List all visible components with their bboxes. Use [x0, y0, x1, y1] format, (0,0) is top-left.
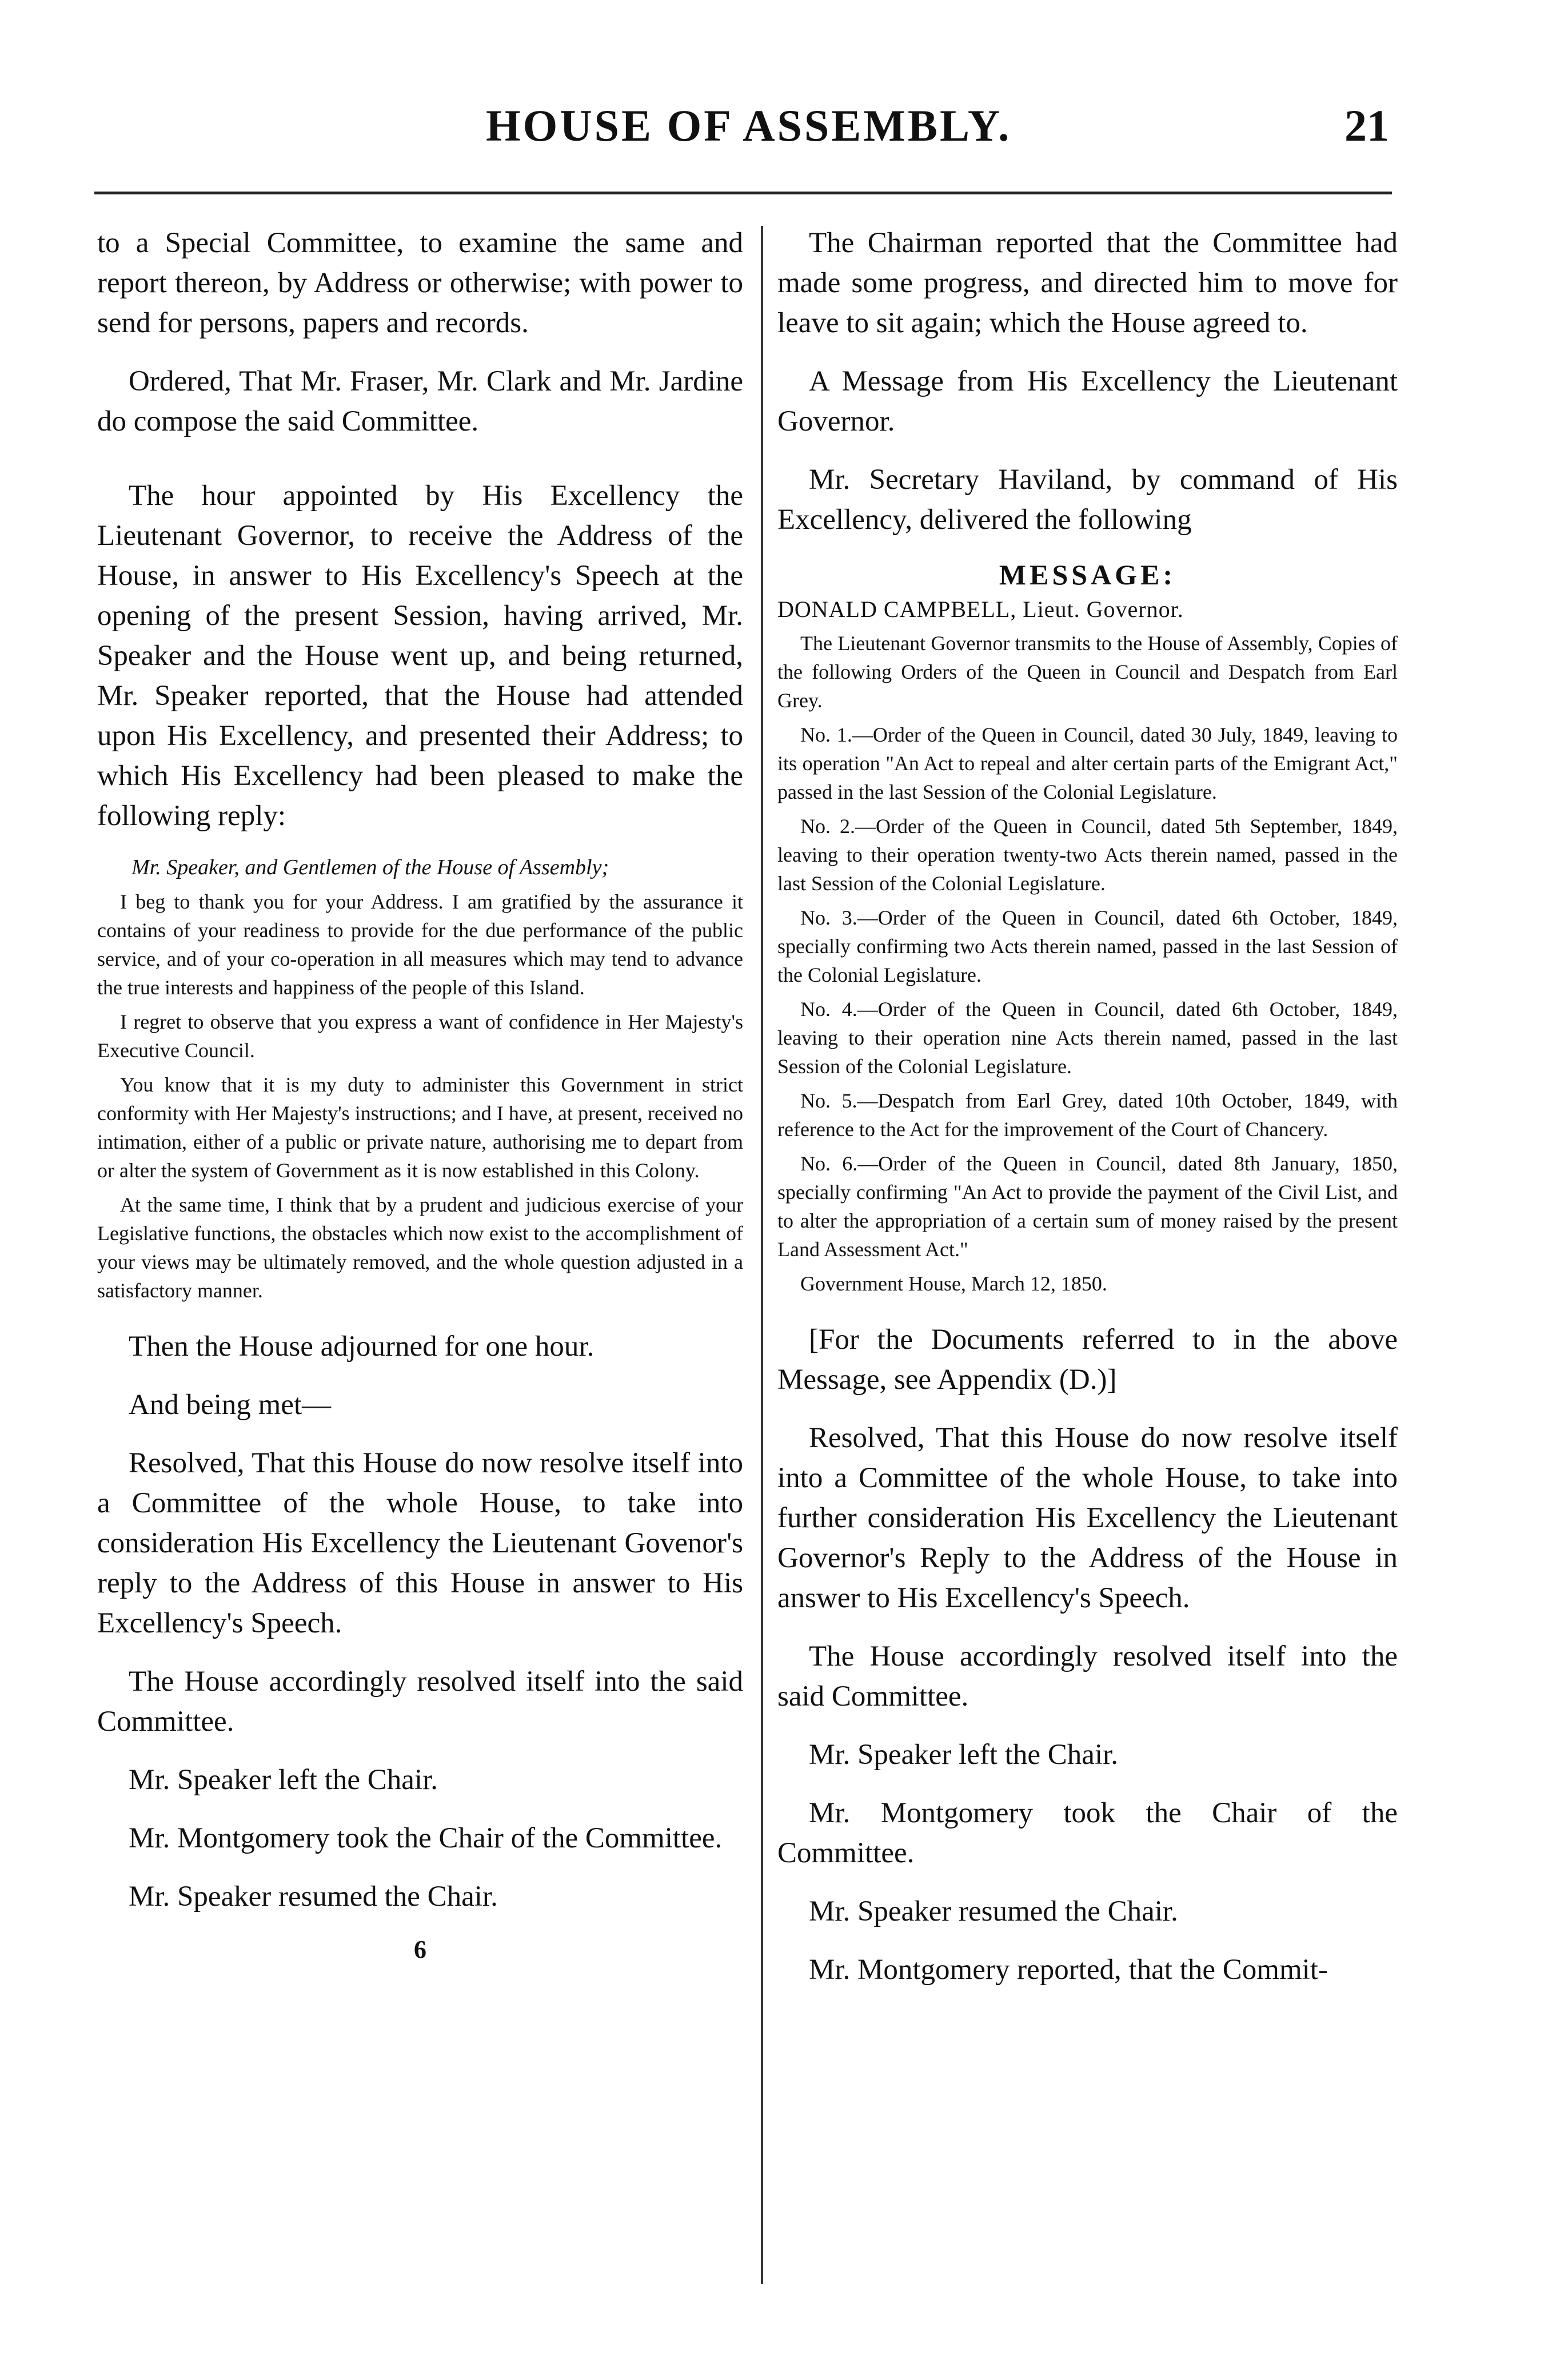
message-paragraph: The Lieutenant Governor transmits to the House of Assembly, Copies of the following Orders of the Queen in Council and Despatch from Earl Grey. — [777, 632, 1398, 712]
paragraph: The hour appointed by His Excellency the Lieutenant Governor, to receive the Address of the House, in answer to His Excellency's Speech at the opening of the present Session, having arrived, Mr. Speaker and the House went up, and being returned, Mr. Speaker reported, that the House had attended upon His Excellency, and presented their Address; to which His Excellency had been pleased to make the following reply: — [97, 480, 743, 832]
paragraph: Ordered, That Mr. Fraser, Mr. Clark and Mr. Jardine do compose the said Committee. — [97, 365, 743, 437]
paragraph: The House accordingly resolved itself into the said Committee. — [97, 1666, 743, 1738]
column-divider — [761, 226, 763, 2284]
paragraph: Mr. Speaker left the Chair. — [809, 1739, 1119, 1771]
message-paragraph: No. 2.—Order of the Queen in Council, dated 5th September, 1849, leaving to their operation twenty-two Acts therein named, passed in the last Session of the Colonial Legislature. — [777, 815, 1398, 895]
paragraph: The House accordingly resolved itself into the said Committee. — [777, 1640, 1398, 1712]
signature-mark: 6 — [414, 1935, 426, 1963]
message-paragraph: No. 6.—Order of the Queen in Council, dated 8th January, 1850, specially confirming "An Act to provide the payment of the Civil List, and to alter the appropriation of a certain sum of money raised by the present Land Assessment Act." — [777, 1152, 1398, 1261]
page-number: 21 — [1344, 101, 1389, 150]
paragraph: Mr. Speaker resumed the Chair. — [809, 1895, 1178, 1927]
left-column — [97, 223, 743, 1964]
message-paragraph: No. 3.—Order of the Queen in Council, dated 6th October, 1849, specially confirming two Acts therein named, passed in the last Session of the Colonial Legislature. — [777, 906, 1398, 986]
paragraph: And being met— — [129, 1389, 332, 1421]
message-paragraph: No. 4.—Order of the Queen in Council, dated 6th October, 1849, leaving to their operation nine Acts therein named, passed in the last Session of the Colonial Legislature. — [777, 998, 1398, 1078]
resolution: Resolved, That this House do now resolve itself into a Committee of the whole House, to take into further consideration His Excellency the Lieutenant Governor's Reply to the Address of the House in answer to His Excellency's Speech. — [777, 1422, 1398, 1614]
paragraph: A Message from His Excellency the Lieutenant Governor. — [777, 365, 1398, 437]
paragraph: Mr. Montgomery took the Chair of the Committee. — [129, 1822, 723, 1854]
message-paragraph: No. 5.—Despatch from Earl Grey, dated 10th October, 1849, with reference to the Act for the improvement of the Court of Chancery. — [777, 1089, 1398, 1141]
resolution: Resolved, That this House do now resolve itself into a Committee of the whole House, to take into consideration His Excellency the Lieutenant Govenor's reply to the Address of this House in answer to His Excellency's Speech. — [97, 1447, 743, 1639]
paragraph: to a Special Committee, to examine the same and report thereon, by Address or otherwise; with power to send for persons, papers and records. — [97, 227, 743, 339]
reply-paragraph: I beg to thank you for your Address. I am gratified by the assurance it contains of your readiness to provide for the due performance of the public service, and of your co-operation in all measures which may tend to advance the true interests and happiness of the people of this Island. — [97, 890, 743, 999]
paragraph: Mr. Secretary Haviland, by command of His Excellency, delivered the following — [777, 464, 1398, 536]
header-rule — [94, 192, 1392, 194]
message-signatory: DONALD CAMPBELL, Lieut. Governor. — [777, 596, 1184, 622]
right-column — [777, 223, 1398, 2008]
message-heading: MESSAGE: — [999, 559, 1176, 591]
reply-paragraph: You know that it is my duty to administer this Government in strict conformity with Her Majesty's instructions; and I have, at present, received no intimation, either of a public or private nature, authorising me to depart from or alter the system of Government as it is now established in this Colony. — [97, 1073, 743, 1182]
reply-salutation: Mr. Speaker, and Gentlemen of the House of Assembly; — [131, 855, 609, 879]
message-dateline: Government House, March 12, 1850. — [800, 1272, 1107, 1295]
paragraph: Mr. Montgomery reported, that the Commit- — [809, 1954, 1328, 1986]
paragraph: Mr. Speaker left the Chair. — [129, 1764, 438, 1796]
paragraph: Then the House adjourned for one hour. — [129, 1331, 595, 1363]
running-title: HOUSE OF ASSEMBLY. — [486, 101, 1012, 150]
paragraph: Mr. Speaker resumed the Chair. — [129, 1881, 498, 1913]
reply-paragraph: I regret to observe that you express a want of confidence in Her Majesty's Executive Council. — [97, 1010, 743, 1062]
reply-paragraph: At the same time, I think that by a prudent and judicious exercise of your Legislative functions, the obstacles which now exist to the accomplishment of your views may be ultimately removed, and the whole question adjusted in a satisfactory manner. — [97, 1193, 743, 1302]
message-paragraph: No. 1.—Order of the Queen in Council, dated 30 July, 1849, leaving to its operation "An Act to repeal and alter certain parts of the Emigrant Act," passed in the last Session of the Colonial Legislature. — [777, 723, 1398, 803]
paragraph: The Chairman reported that the Committee had made some progress, and directed him to move for leave to sit again; which the House agreed to. — [777, 227, 1398, 339]
paragraph: [For the Documents referred to in the above Message, see Appendix (D.)] — [777, 1324, 1398, 1396]
paragraph: Mr. Montgomery took the Chair of the Committee. — [777, 1797, 1398, 1869]
page-header — [97, 100, 1389, 152]
